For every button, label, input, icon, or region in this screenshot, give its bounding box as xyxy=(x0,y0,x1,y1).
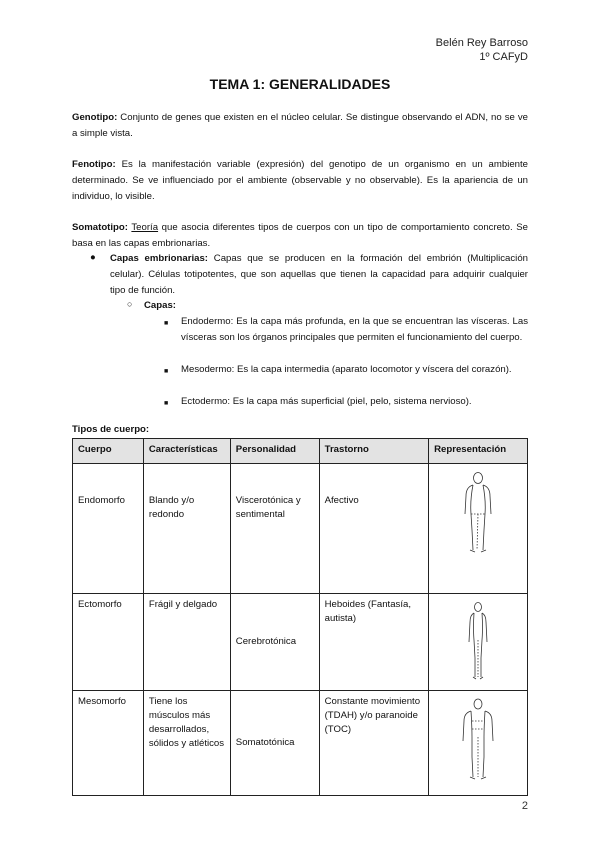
cell-representacion xyxy=(429,464,528,594)
bullet-dot-icon: ● xyxy=(90,252,96,263)
header-cuerpo: Cuerpo xyxy=(73,439,144,464)
bullet-square-icon: ■ xyxy=(164,320,169,327)
header-personalidad: Personalidad xyxy=(230,439,319,464)
cell-personalidad: Somatotónica xyxy=(230,691,319,796)
cell-trastorno: Constante movimiento (TDAH) y/o paranoide (TOC) xyxy=(319,691,429,796)
capa-endodermo: Endodermo: Es la capa más profunda, en la que se encuentran las vísceras. Las vísceras son los órganos principales que permiten el funcionamiento del cuerpo. xyxy=(181,316,528,343)
somatotipo-text: que asocia diferentes tipos de cuerpos con un tipo de comportamiento concreto. Se basa en las capas embrionarias. xyxy=(72,222,528,249)
page-header xyxy=(436,36,528,64)
document-title: TEMA 1: GENERALIDADES xyxy=(209,76,391,92)
capas-embrionarias-text: Capas que se producen en la formación del embrión (Multiplicación celular). Células totipotentes, que son aquellas que tienen la capacidad para adquirir cualquier tipo de función. xyxy=(110,253,528,296)
bullet-circle-icon: ○ xyxy=(127,299,133,309)
genotipo-text: Conjunto de genes que existen en el núcleo celular. Se distingue observando el ADN, no se ve a simple vista. xyxy=(72,112,528,139)
ectomorph-figure-icon xyxy=(463,600,493,680)
capas-label: Capas: xyxy=(144,300,176,311)
teoria-link: Teoría xyxy=(131,222,159,233)
endomorph-figure-icon xyxy=(461,470,495,554)
capas-embrionarias-term: Capas embrionarias: xyxy=(110,253,209,264)
bullet-square-icon: ■ xyxy=(164,400,169,407)
capa-mesodermo: Mesodermo: Es la capa intermedia (aparato locomotor y víscera del corazón). xyxy=(181,364,512,375)
header-trastorno: Trastorno xyxy=(319,439,429,464)
cell-cuerpo: Ectomorfo xyxy=(73,594,144,691)
cell-representacion xyxy=(429,594,528,691)
fenotipo-text: Es la manifestación variable (expresión) del genotipo de un organismo en un ambiente determinado. Se ve influenciado por el ambiente (observable y no observable). Es la apariencia de un individuo, lo visible. xyxy=(72,159,528,202)
genotipo-paragraph xyxy=(72,110,528,142)
capas-embrionarias-item xyxy=(110,251,528,299)
genotipo-term: Genotipo: xyxy=(72,112,118,123)
table-row xyxy=(73,594,528,691)
table-row xyxy=(73,464,528,594)
bullet-square-icon: ■ xyxy=(164,368,169,375)
table-header-row xyxy=(73,439,528,464)
cell-cuerpo: Mesomorfo xyxy=(73,691,144,796)
table-row xyxy=(73,691,528,796)
fenotipo-term: Fenotipo: xyxy=(72,159,116,170)
capa-ectodermo: Ectodermo: Es la capa más superficial (piel, pelo, sistema nervioso). xyxy=(181,396,472,407)
course-name: 1º CAFyD xyxy=(479,51,528,63)
somatotipo-term: Somatotipo: xyxy=(72,222,128,233)
cell-caracteristicas: Tiene los músculos más desarrollados, sólidos y atléticos xyxy=(143,691,230,796)
header-representacion: Representación xyxy=(429,439,528,464)
page-number: 2 xyxy=(521,800,528,812)
cell-caracteristicas: Blando y/o redondo xyxy=(143,464,230,594)
fenotipo-paragraph xyxy=(72,157,528,205)
table-title: Tipos de cuerpo: xyxy=(72,424,150,435)
cell-caracteristicas: Frágil y delgado xyxy=(143,594,230,691)
header-caracteristicas: Características xyxy=(143,439,230,464)
author-name: Belén Rey Barroso xyxy=(435,37,528,49)
cell-cuerpo: Endomorfo xyxy=(73,464,144,594)
cell-trastorno: Afectivo xyxy=(319,464,429,594)
somatotipo-paragraph xyxy=(72,220,528,252)
cell-representacion xyxy=(429,691,528,796)
cell-personalidad: Cerebrotónica xyxy=(230,594,319,691)
body-types-table xyxy=(72,438,528,796)
mesomorph-figure-icon xyxy=(460,697,496,781)
cell-trastorno: Heboides (Fantasía, autista) xyxy=(319,594,429,691)
cell-personalidad: Viscerotónica y sentimental xyxy=(230,464,319,594)
